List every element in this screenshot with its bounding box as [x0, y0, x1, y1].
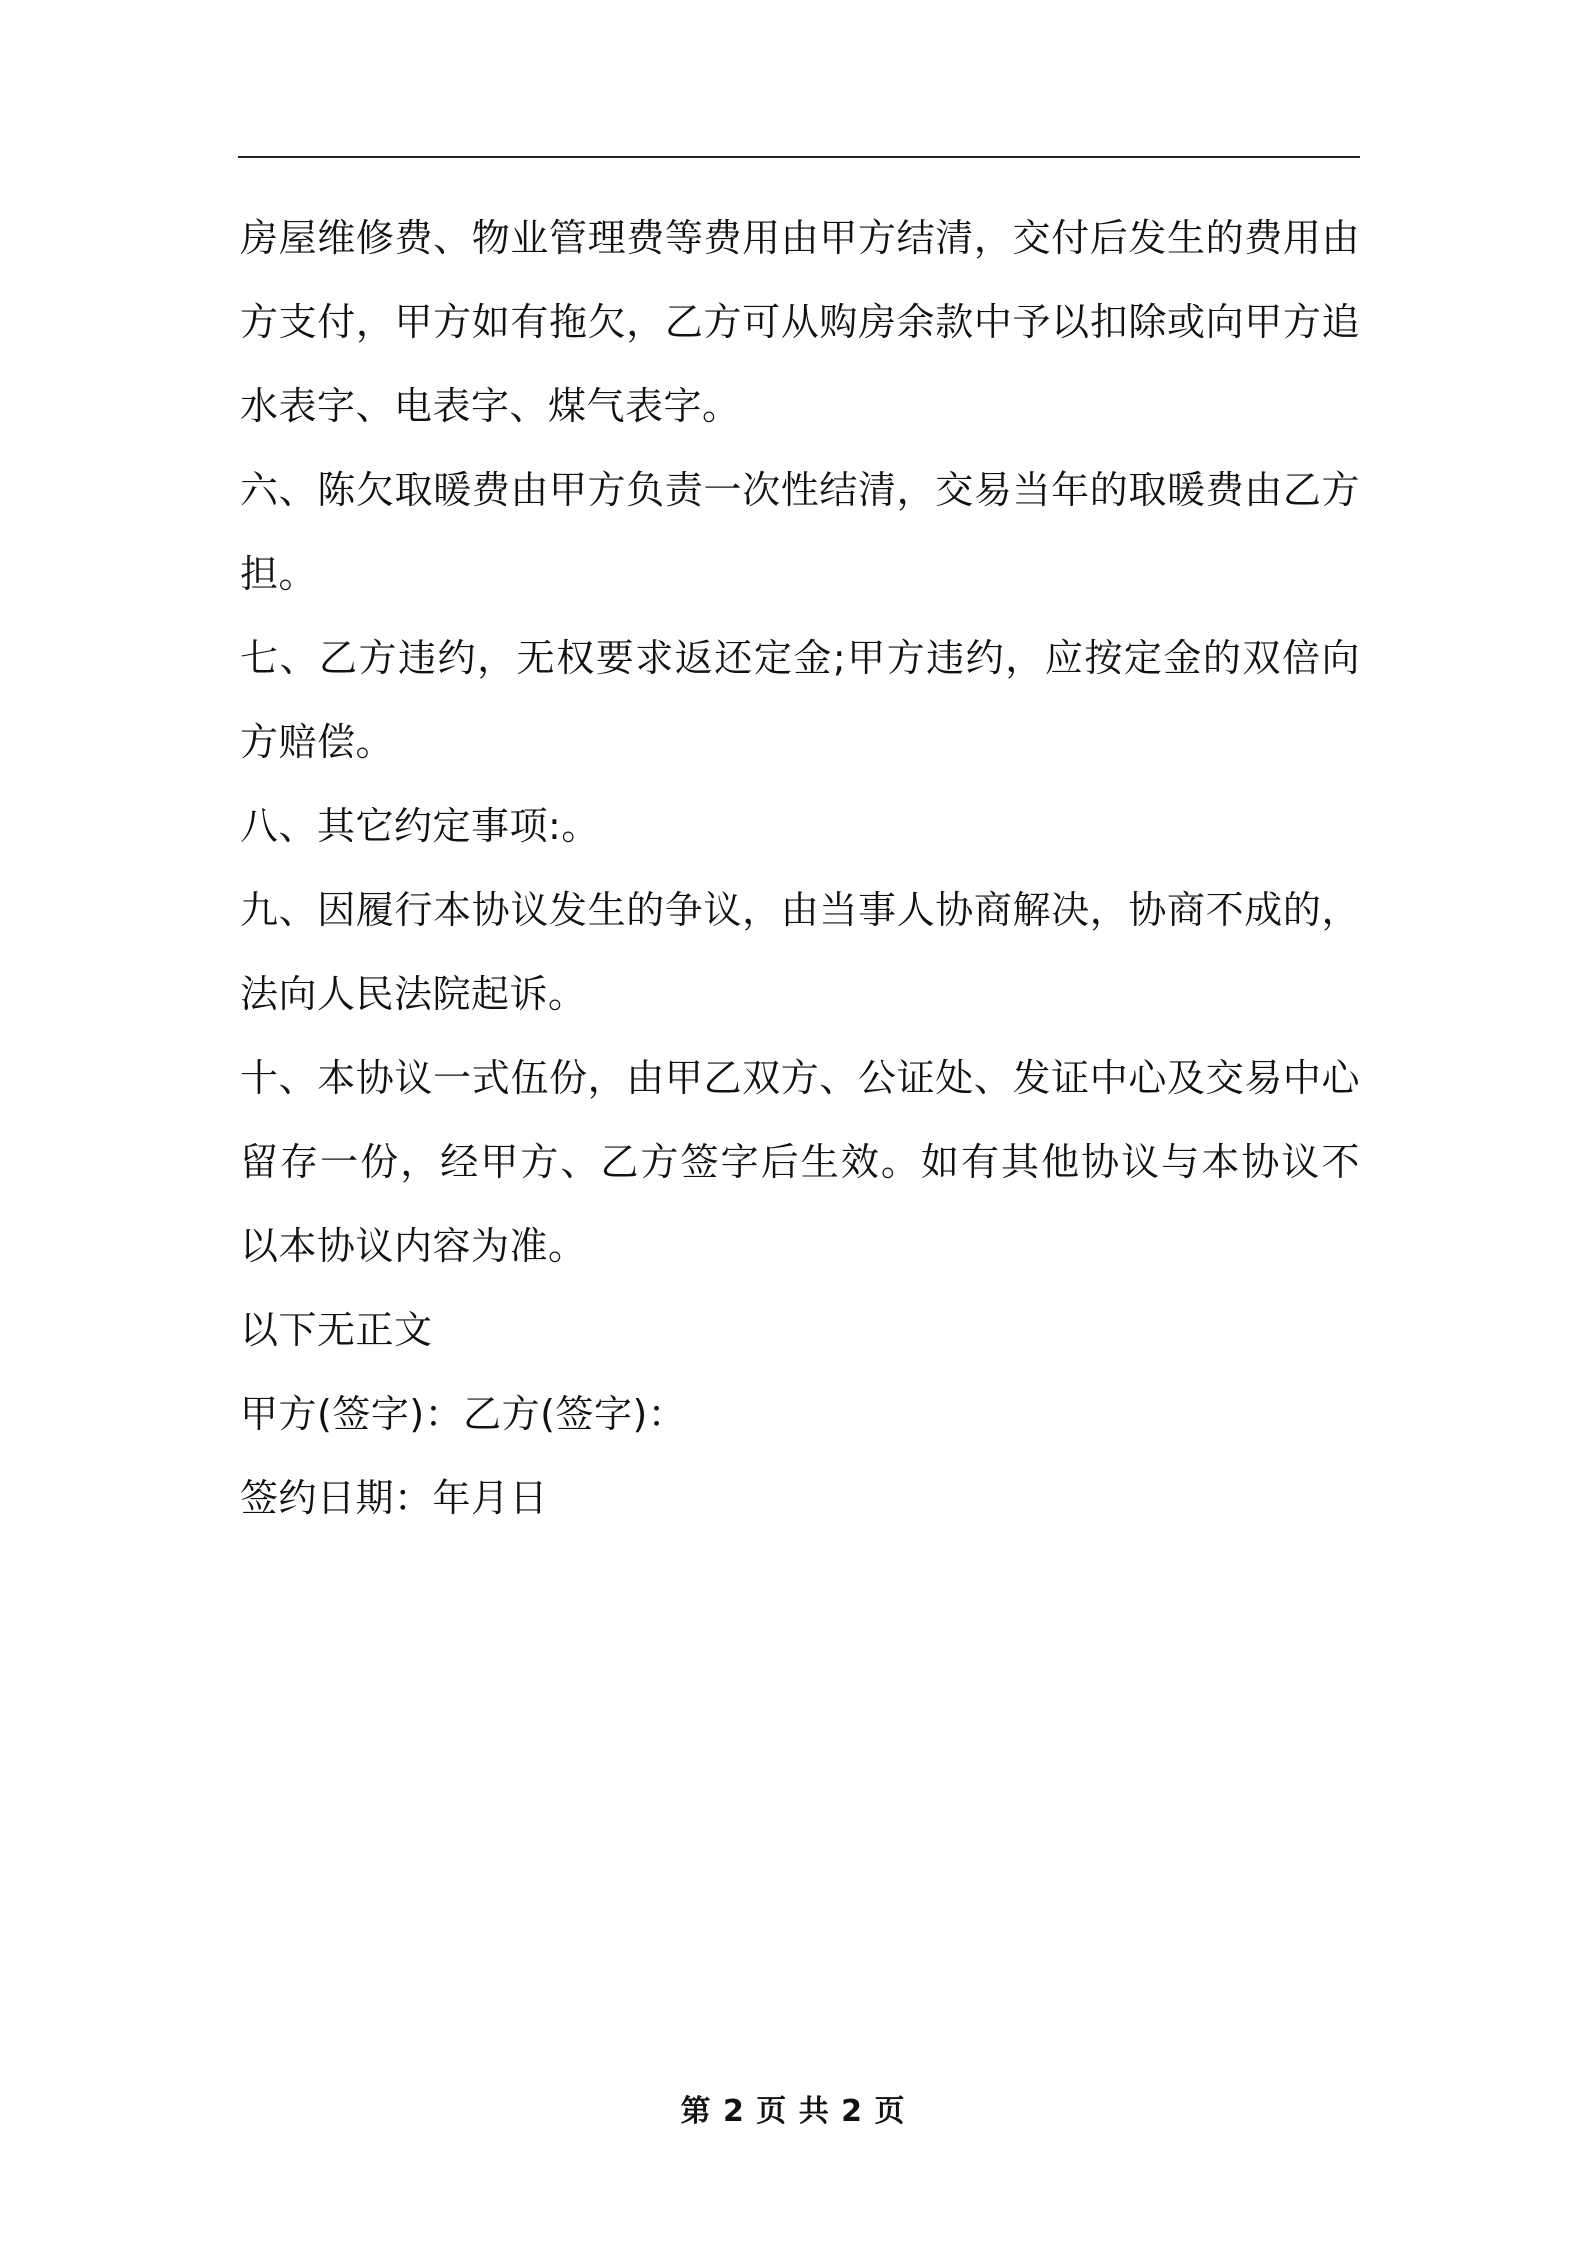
clause-7: 七、乙方违约，无权要求返还定金;甲方违约，应按定金的双倍向 [240, 636, 1360, 680]
header-rule [238, 156, 1360, 158]
clause-8: 八、其它约定事项:。 [240, 804, 600, 848]
body-line: 房屋维修费、物业管理费等费用由甲方结清，交付后发生的费用由 [240, 216, 1360, 260]
signing-date-line: 签约日期：年月日 [240, 1476, 549, 1520]
no-further-text: 以下无正文 [240, 1308, 433, 1352]
body-line: 担。 [240, 552, 318, 596]
document-body [240, 196, 1360, 1540]
page-number: 第 2 页 共 2 页 [680, 2094, 906, 2129]
signature-line: 甲方(签字)：乙方(签字)： [240, 1392, 687, 1436]
body-line: 法向人民法院起诉。 [240, 972, 587, 1016]
body-line: 水表字、电表字、煤气表字。 [240, 384, 741, 428]
clause-10: 十、本协议一式伍份，由甲乙双方、公证处、发证中心及交易中心 [240, 1056, 1360, 1100]
clause-6: 六、陈欠取暖费由甲方负责一次性结清，交易当年的取暖费由乙方 [240, 468, 1360, 512]
clause-9: 九、因履行本协议发生的争议，由当事人协商解决，协商不成的， [240, 888, 1360, 932]
body-line: 留存一份，经甲方、乙方签字后生效。如有其他协议与本协议不 [240, 1140, 1360, 1184]
body-line: 方赔偿。 [240, 720, 395, 764]
body-line: 以本协议内容为准。 [240, 1224, 587, 1268]
body-line: 方支付，甲方如有拖欠，乙方可从购房余款中予以扣除或向甲方追 [240, 300, 1360, 344]
